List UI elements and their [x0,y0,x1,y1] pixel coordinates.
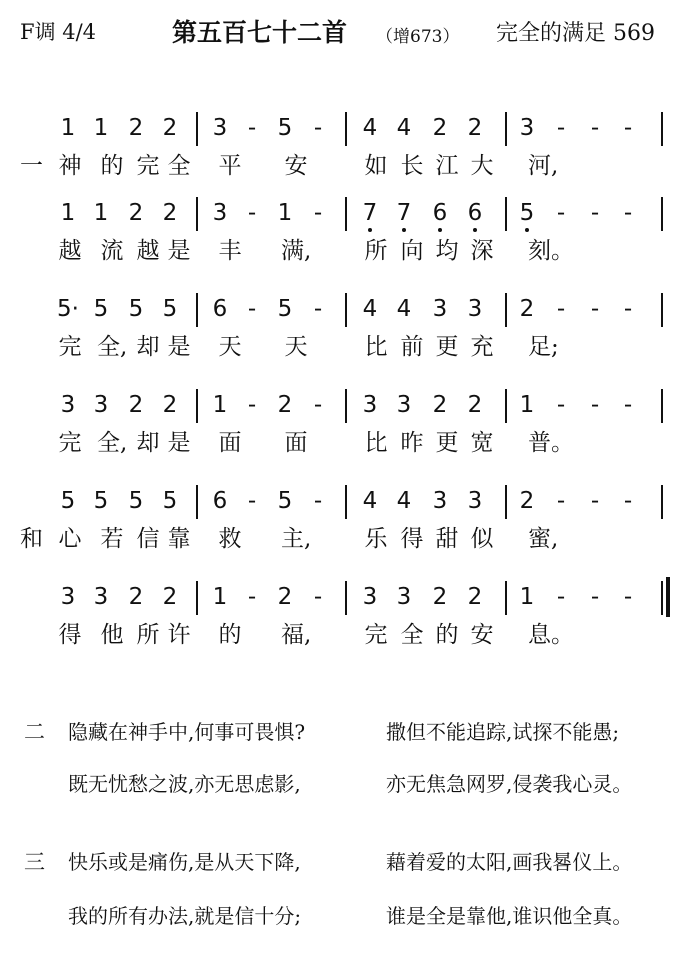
note: 3 [432,296,448,322]
note: 2 [519,296,535,322]
note: 5 [277,296,293,322]
note: 1 [93,115,109,141]
note: - [556,392,566,418]
note: - [623,115,633,141]
lyric-char: 宽 [470,430,494,456]
note: 2 [162,200,178,226]
lyric-char: 是 [167,334,191,360]
lyric-char: 江 [435,153,459,179]
note: 3 [93,392,109,418]
note: - [590,488,600,514]
note: 6 [212,296,228,322]
lyric-char: 心 [58,526,82,552]
lyric-char: 的 [100,153,124,179]
lyric-char: 越 [58,238,82,264]
note: 3 [396,392,412,418]
bar-line [505,389,507,423]
note: 1 [519,584,535,610]
lyric-char: 全, [97,334,128,360]
lyric-char: 安 [470,622,494,648]
note: 5 [514,199,540,227]
bar-line [196,485,198,519]
lyric-char: 足; [528,334,559,360]
lyric-char: 神 [58,153,82,179]
note: - [556,200,566,226]
bar-line [505,485,507,519]
bar-line [505,112,507,146]
note: - [623,200,633,226]
lyric-char: 完 [136,153,160,179]
note: 4 [362,115,378,141]
note: 5 [93,488,109,514]
lyric-char: 天 [218,334,242,360]
note: 3 [467,296,483,322]
bar-line [196,581,198,615]
note: - [247,296,257,322]
note: 3 [432,488,448,514]
bar-line [345,293,347,327]
low-octave-dot [402,228,406,232]
note: - [313,488,323,514]
note: 1 [212,392,228,418]
verse-number: 三 [24,850,45,874]
lyric-char: 面 [218,430,242,456]
bar-line [345,197,347,231]
note: 2 [128,115,144,141]
note: - [590,115,600,141]
verse-line: 谁是全是靠他,谁识他全真。 [386,904,633,928]
note: 2 [467,392,483,418]
note: - [247,488,257,514]
lyric-char: 流 [100,238,124,264]
note: - [313,584,323,610]
note: - [247,115,257,141]
bar-line [661,389,663,423]
lyric-char: 是 [167,238,191,264]
note: 1 [60,200,76,226]
note: 4 [362,488,378,514]
note: 2 [128,584,144,610]
note: - [623,584,633,610]
lyric-char: 许 [167,622,191,648]
note: 2 [128,200,144,226]
lyric-char: 却 [136,430,160,456]
lyric-char: 更 [435,334,459,360]
note: - [313,115,323,141]
note: - [590,296,600,322]
lyric-char: 的 [435,622,459,648]
low-octave-dot [473,228,477,232]
bar-line [505,197,507,231]
note: 5 [128,296,144,322]
lyric-char: 所 [136,622,160,648]
lyric-char: 所 [364,238,388,264]
note: - [247,392,257,418]
lyric-char: 深 [470,238,494,264]
final-bar-line [666,577,670,617]
lyric-char: 完 [58,334,82,360]
note: - [313,392,323,418]
lyric-char: 得 [400,526,424,552]
lyric-char: 面 [284,430,308,456]
low-octave-dot [368,228,372,232]
note: 2 [467,115,483,141]
note: - [623,392,633,418]
note: - [623,488,633,514]
note: 2 [467,584,483,610]
note: 5 [277,488,293,514]
note: 2 [432,584,448,610]
lyric-char: 似 [470,526,494,552]
lyric-char: 全, [97,430,128,456]
verse-line: 既无忧愁之波,亦无思虑影, [68,772,301,796]
note: 3 [212,115,228,141]
note: 3 [362,584,378,610]
note: 6 [427,199,453,227]
lyric-char: 比 [364,334,388,360]
lyric-char: 蜜, [528,526,559,552]
bar-line [196,389,198,423]
bar-line [661,293,663,327]
note: 2 [432,392,448,418]
bar-line [345,581,347,615]
note: - [623,296,633,322]
note: 2 [277,584,293,610]
lyric-char: 平 [218,153,242,179]
note: 5 [60,488,76,514]
lyric-char: 充 [470,334,494,360]
note: - [556,115,566,141]
lyric-char: 甜 [435,526,459,552]
key-signature: F调 4/4 [20,20,97,44]
bar-line [505,293,507,327]
hymn-subtitle: 完全的满足 569 [496,21,655,46]
note: 3 [467,488,483,514]
note: 5 [128,488,144,514]
note: 2 [128,392,144,418]
lyric-char: 丰 [218,238,242,264]
verse-label: 和 [20,526,43,552]
note: 3 [93,584,109,610]
lyric-char: 安 [284,153,308,179]
lyric-char: 全 [167,153,191,179]
lyric-char: 主, [281,526,312,552]
lyric-char: 全 [400,622,424,648]
note: 3 [362,392,378,418]
lyric-char: 却 [136,334,160,360]
note: - [590,200,600,226]
note: 1 [212,584,228,610]
verse-line: 亦无焦急网罗,侵袭我心灵。 [386,772,633,796]
bar-line [661,485,663,519]
bar-line [345,389,347,423]
verse-line: 快乐或是痛伤,是从天下降, [68,850,301,874]
verse-line: 撒但不能追踪,试探不能愚; [386,720,620,744]
note: 5 [93,296,109,322]
note: 6 [462,199,488,227]
verse-number: 二 [24,720,45,744]
note: - [247,584,257,610]
note: 5 [162,488,178,514]
lyric-char: 河, [528,153,559,179]
lyric-char: 更 [435,430,459,456]
lyric-char: 向 [400,238,424,264]
note: - [247,200,257,226]
note: 7 [391,199,417,227]
lyric-char: 满, [281,238,312,264]
original-number: （增673） [376,27,460,47]
lyric-char: 他 [100,622,124,648]
note: - [313,200,323,226]
note: 4 [396,488,412,514]
bar-line [345,112,347,146]
lyric-char: 刻。 [528,238,574,264]
lyric-char: 得 [58,622,82,648]
note: 2 [432,115,448,141]
lyric-char: 信 [136,526,160,552]
lyric-char: 是 [167,430,191,456]
note: - [590,392,600,418]
lyric-char: 若 [100,526,124,552]
lyric-char: 完 [58,430,82,456]
lyric-char: 息。 [528,622,574,648]
lyric-char: 普。 [528,430,574,456]
note: - [590,584,600,610]
lyric-char: 天 [284,334,308,360]
bar-line [345,485,347,519]
bar-line [196,293,198,327]
note: 2 [162,584,178,610]
lyric-char: 越 [136,238,160,264]
note: 6 [212,488,228,514]
note: 2 [162,392,178,418]
note: 3 [519,115,535,141]
note: 1 [93,200,109,226]
verse-line: 我的所有办法,就是信十分; [68,904,302,928]
note: 3 [60,392,76,418]
note: - [556,584,566,610]
note: 4 [396,115,412,141]
note: 2 [519,488,535,514]
bar-line [661,112,663,146]
verse-line: 隐藏在神手中,何事可畏惧? [68,720,306,744]
lyric-char: 长 [400,153,424,179]
note: 5 [162,296,178,322]
low-octave-dot [525,228,529,232]
low-octave-dot [438,228,442,232]
bar-line [661,581,663,615]
note: 5 [277,115,293,141]
note: 3 [396,584,412,610]
verse-line: 藉着爱的太阳,画我晷仪上。 [386,850,633,874]
note: - [313,296,323,322]
note: 5· [57,296,79,322]
note: 4 [396,296,412,322]
note: 1 [277,200,293,226]
note: 1 [60,115,76,141]
bar-line [196,197,198,231]
lyric-char: 比 [364,430,388,456]
lyric-char: 大 [470,153,494,179]
lyric-char: 如 [364,153,388,179]
note: 4 [362,296,378,322]
lyric-char: 完 [364,622,388,648]
note: - [556,488,566,514]
lyric-char: 的 [218,622,242,648]
lyric-char: 靠 [167,526,191,552]
bar-line [196,112,198,146]
lyric-char: 乐 [364,526,388,552]
note: 3 [60,584,76,610]
note: 1 [519,392,535,418]
note: - [556,296,566,322]
note: 2 [277,392,293,418]
note: 3 [212,200,228,226]
verse-label: 一 [20,153,43,179]
lyric-char: 福, [281,622,312,648]
lyric-char: 救 [218,526,242,552]
note: 7 [357,199,383,227]
note: 2 [162,115,178,141]
bar-line [661,197,663,231]
hymn-title: 第五百七十二首 [172,18,348,47]
lyric-char: 前 [400,334,424,360]
bar-line [505,581,507,615]
lyric-char: 均 [435,238,459,264]
lyric-char: 昨 [400,430,424,456]
